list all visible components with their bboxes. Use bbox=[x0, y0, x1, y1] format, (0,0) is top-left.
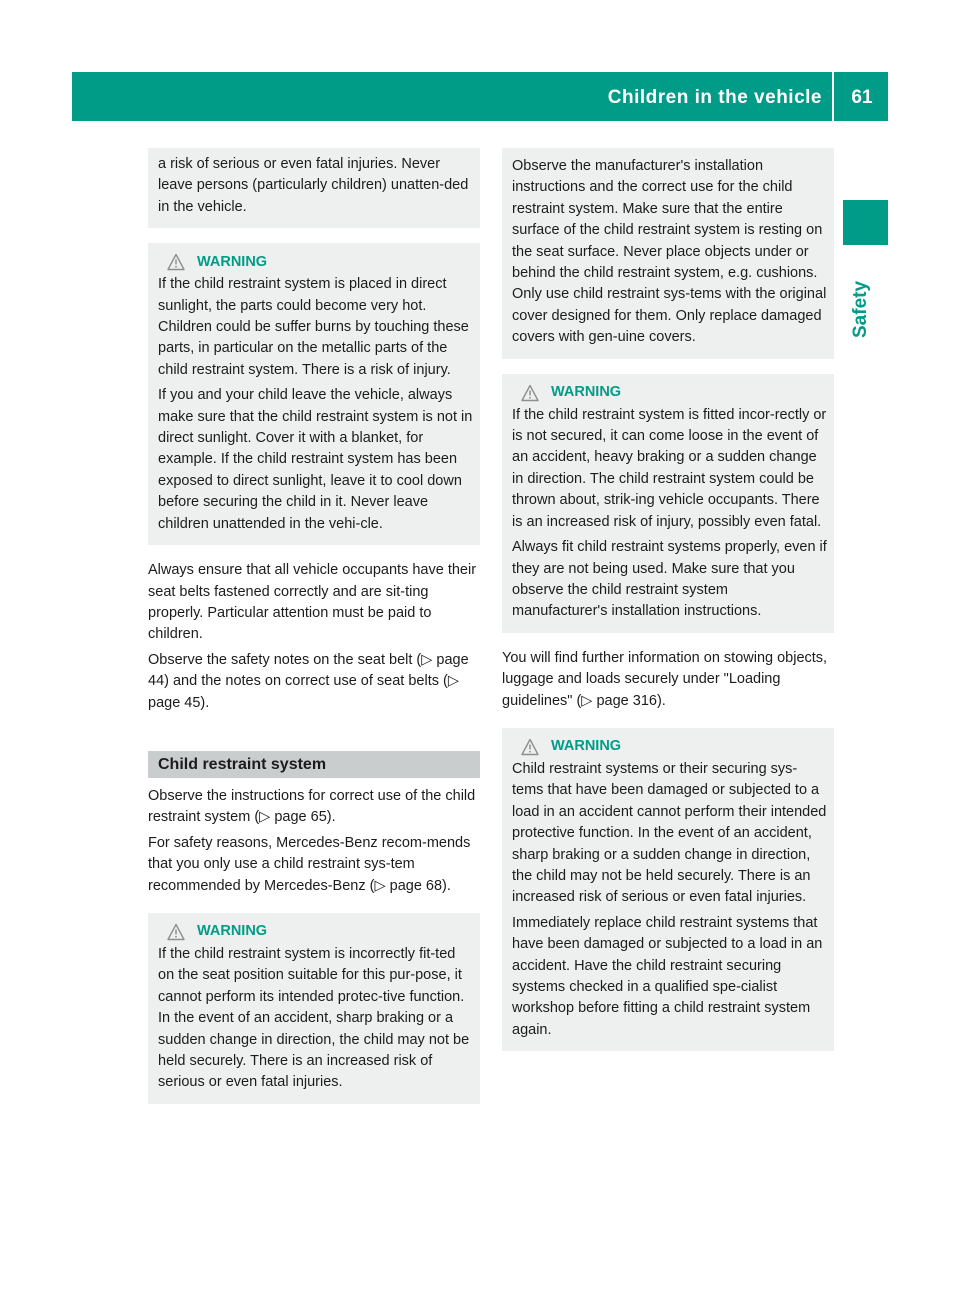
page-number: 61 bbox=[851, 87, 873, 108]
warning-box bbox=[148, 243, 480, 545]
warning-triangle-icon bbox=[521, 384, 539, 402]
body-block bbox=[148, 560, 480, 714]
note-text: a risk of serious or even fatal injuries. Never leave persons (particularly children) unatten-ded in the vehicle. bbox=[158, 156, 469, 215]
body-text: Observe the safety notes on the seat belt (▷ page 44) and the notes on correct use of seat belts (▷ page 45). bbox=[148, 651, 469, 711]
warning-text: If the child restraint system is incorrectly fit-ted on the seat position suitable for this pur-pose, it cannot perform its intended protec-tive function. In the event of an accident, sharp braking or a sudden change in direction, the child may not be held securely. There is an increased risk of serious or even fatal injuries. bbox=[158, 945, 470, 1091]
body-text: Always ensure that all vehicle occupants have their seat belts fastened correctly and are sit-ting properly. Particular attention must be paid to children. bbox=[148, 562, 477, 643]
note-box bbox=[502, 148, 834, 359]
warning-heading bbox=[158, 251, 473, 273]
warning-box bbox=[502, 728, 834, 1051]
warning-heading bbox=[512, 736, 827, 758]
warning-label: WARNING bbox=[551, 383, 622, 400]
warning-triangle-icon bbox=[167, 253, 185, 271]
body-text: For safety reasons, Mercedes-Benz recom-mends that you only use a child restraint sys-tem recommended by Mercedes-Benz (▷ page 68). bbox=[148, 834, 471, 894]
warning-text: Immediately replace child restraint systems that have been damaged or subjected to a load in an accident. Have the child restraint securing systems checked in a qualified spe-cialist workshop before fitting a child restraint system again. bbox=[512, 914, 823, 1038]
body-text: Observe the instructions for correct use of the child restraint system (▷ page 65). bbox=[148, 787, 476, 826]
warning-text: If the child restraint system is placed in direct sunlight, the parts could become very hot. Children could be suffer burns by touching these parts, in particular on the metallic parts of the child restraint system. There is a risk of injury. bbox=[158, 276, 469, 378]
body-block bbox=[148, 786, 480, 897]
warning-label: WARNING bbox=[551, 738, 622, 755]
page-title: Children in the vehicle bbox=[607, 87, 822, 108]
left-column bbox=[148, 148, 480, 1119]
side-tab-marker bbox=[843, 200, 888, 245]
note-box bbox=[148, 148, 480, 228]
header-divider bbox=[832, 72, 834, 121]
warning-text: If you and your child leave the vehicle, always make sure that the child restraint system is not in direct sunlight. Cover it with a blanket, for example. If the child restraint system has been exposed to direct sunlight, leave it to cool down before securing the child in it. Never leave children unattended in the vehi-cle. bbox=[158, 387, 473, 532]
section-heading: Child restraint system bbox=[148, 751, 480, 778]
body-text: You will find further information on stowing objects, luggage and loads securely under "Loading guidelines" (▷ page 316). bbox=[502, 649, 828, 709]
warning-text: Child restraint systems or their securing sys-tems that have been damaged or subjected to a load in an accident cannot perform their intended protective function. In the event of an accident, sharp braking or a sudden change in direction, the child may not be held securely. There is an increased risk of serious or even fatal injuries. bbox=[512, 760, 827, 906]
warning-text: Always fit child restraint systems properly, even if they are not being used. Make sure that you observe the child restraint system manufacturer's installation instructions. bbox=[512, 539, 827, 620]
right-column bbox=[502, 148, 834, 1066]
side-tab-label: Safety bbox=[850, 280, 871, 338]
warning-label: WARNING bbox=[197, 253, 268, 270]
warning-label: WARNING bbox=[197, 923, 268, 940]
warning-triangle-icon bbox=[521, 738, 539, 756]
body-block bbox=[502, 648, 834, 712]
warning-box bbox=[502, 374, 834, 633]
warning-heading bbox=[512, 382, 827, 404]
warning-triangle-icon bbox=[167, 923, 185, 941]
warning-text: If the child restraint system is fitted incor-rectly or is not secured, it can come loose in the event of an accident, heavy braking or a sudden change in direction. The child restraint system could be thrown about, strik-ing vehicle occupants. There is an increased risk of injury, possibly even fatal. bbox=[512, 406, 827, 530]
warning-box bbox=[148, 913, 480, 1104]
note-text: Observe the manufacturer's installation instructions and the correct use for the child restraint system. Make sure that the entire surface of the child restraint system is resting on the seat surface. Never place objects under or behind the child restraint system, e.g. cushions. Only use child restraint sys-tems with the original cover designed for them. Only replace damaged covers with gen-uine covers. bbox=[512, 158, 827, 346]
warning-heading bbox=[158, 921, 473, 943]
